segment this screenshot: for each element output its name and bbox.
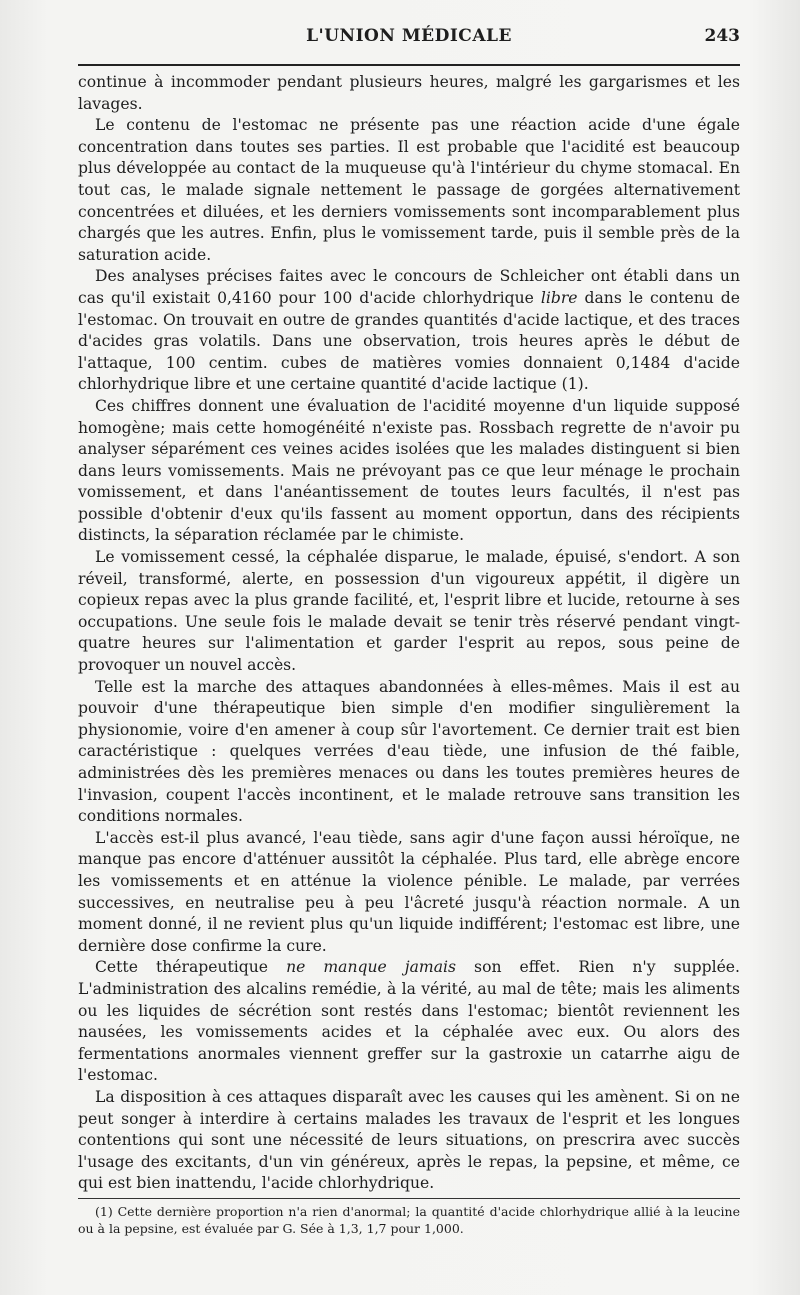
paragraph-3-text-b: dans le contenu de l'estomac. On trouvait en outre de grandes quantités d'acide lactique, et des traces d'acides gras volatils. Dans une observation, trois heures après le début de l'attaque, 100 centim. cubes de matières vomies donnaient 0,1484 d'acide chlorhydrique libre et une certaine quantité d'acide lactique (1). <box>78 288 740 394</box>
paragraph-3-text-a: Des analyses précises faites avec le concours de Schleicher ont établi dans un cas qu'il existait 0,4160 pour 100 d'acide chlorhydrique <box>78 267 740 307</box>
paragraph-5: Le vomissement cessé, la céphalée disparue, le malade, épuisé, s'endort. A son réveil, transformé, alerte, en possession d'un vigoureux appétit, il digère un copieux repas avec la plus grande facilité, et, l'esprit libre et lucide, retourne à ses occupations. Une seule fois le malade devait se tenir très réservé pendant vingt-quatre heures sur l'alimentation et garder l'esprit au repos, sous peine de provoquer un nouvel accès. <box>78 548 740 675</box>
paragraph-6: Telle est la marche des attaques abandonnées à elles-mêmes. Mais il est au pouvoir d'une thérapeutique bien simple d'en modifier singulièrement la physionomie, voire d'en amener à coup sûr l'avortement. Ce dernier trait est bien caractéristique : quelques verrées d'eau tiède, une infusion de thé faible, administrées dès les premières menaces ou dans les toutes premières heures de l'invasion, coupent l'accès incontinent, et le malade retrouve sans transition les conditions normales. <box>78 677 740 826</box>
paragraph-8-text-a: Cette thérapeutique <box>95 958 287 977</box>
page-number: 243 <box>704 26 740 46</box>
paragraph-2: Le contenu de l'estomac ne présente pas une réaction acide d'une égale concentration dans toutes ses parties. Il est probable que l'acidité est beaucoup plus développée au contact de la muqueuse qu'à l'intérieur du chyme stomacal. En tout cas, le malade signale nettement le passage de gorgées alternativement concentrées et diluées, et les derniers vomissements sont incomparablement plus chargés que les autres. Enfin, plus le vomissement tarde, puis il semble près de la saturation acide. <box>78 116 740 264</box>
page-header <box>78 26 740 52</box>
paragraph-3-emphasis: libre <box>540 288 578 307</box>
footnote-rule <box>78 1198 740 1199</box>
body-text <box>78 72 740 1195</box>
paragraph-8-text-b: son effet. Rien n'y supplée. L'administration des alcalins remédie, à la vérité, au mal de tête; mais les aliments ou les liquides de sécrétion sont restés dans l'estomac; bientôt reviennent les nausées, les vomissements acides et la céphalée avec eux. Ou alors des fermentations anormales viennent greffer sur la gastroxie un catarrhe aigu de l'estomac. <box>78 958 740 1085</box>
paragraph-8-emphasis: ne manque jamais <box>286 958 457 977</box>
footnote: (1) Cette dernière proportion n'a rien d'anormal; la quantité d'acide chlorhydrique allié à la leucine ou à la pepsine, est évaluée par G. Sée à 1,3, 1,7 pour 1,000. <box>78 1204 740 1236</box>
header-rule <box>78 64 740 66</box>
running-title: L'UNION MÉDICALE <box>306 26 512 46</box>
paragraph-7: L'accès est-il plus avancé, l'eau tiède, sans agir d'une façon aussi héroïque, ne manque pas encore d'atténuer aussitôt la céphalée. Plus tard, elle abrège encore les vomissements et en atténue la violence pénible. Le malade, par verrées successives, en neutralise peu à peu l'âcreté jusqu'à réaction normale. A un moment donné, il ne revient plus qu'un liquide indifférent; l'estomac est libre, une dernière dose confirme la cure. <box>78 828 740 955</box>
paragraph-3 <box>78 266 740 396</box>
paragraph-1: continue à incommoder pendant plusieurs heures, malgré les gargarismes et les lavages. <box>78 73 740 113</box>
paragraph-9: La disposition à ces attaques disparaît avec les causes qui les amènent. Si on ne peut songer à interdire à certains malades les travaux de l'esprit et les longues contentions qui sont une nécessité de leurs situations, on prescrira avec succès l'usage des excitants, d'un vin généreux, après le repas, la pepsine, et même, ce qui est bien inattendu, l'acide chlorhydrique. <box>78 1087 740 1193</box>
paragraph-8 <box>78 957 740 1087</box>
paragraph-4: Ces chiffres donnent une évaluation de l'acidité moyenne d'un liquide supposé homogène; mais cette homogénéité n'existe pas. Rossbach regrette de n'avoir pu analyser séparément ces veines acides isolées que les malades distinguent si bien dans leurs vomissements. Mais ne prévoyant pas ce que leur ménage le prochain vomissement, et dans l'anéantissement de toutes leurs facultés, il n'est pas possible d'obtenir d'eux qu'ils fassent au moment opportun, dans des récipients distincts, la séparation réclamée par le chimiste. <box>78 396 740 545</box>
